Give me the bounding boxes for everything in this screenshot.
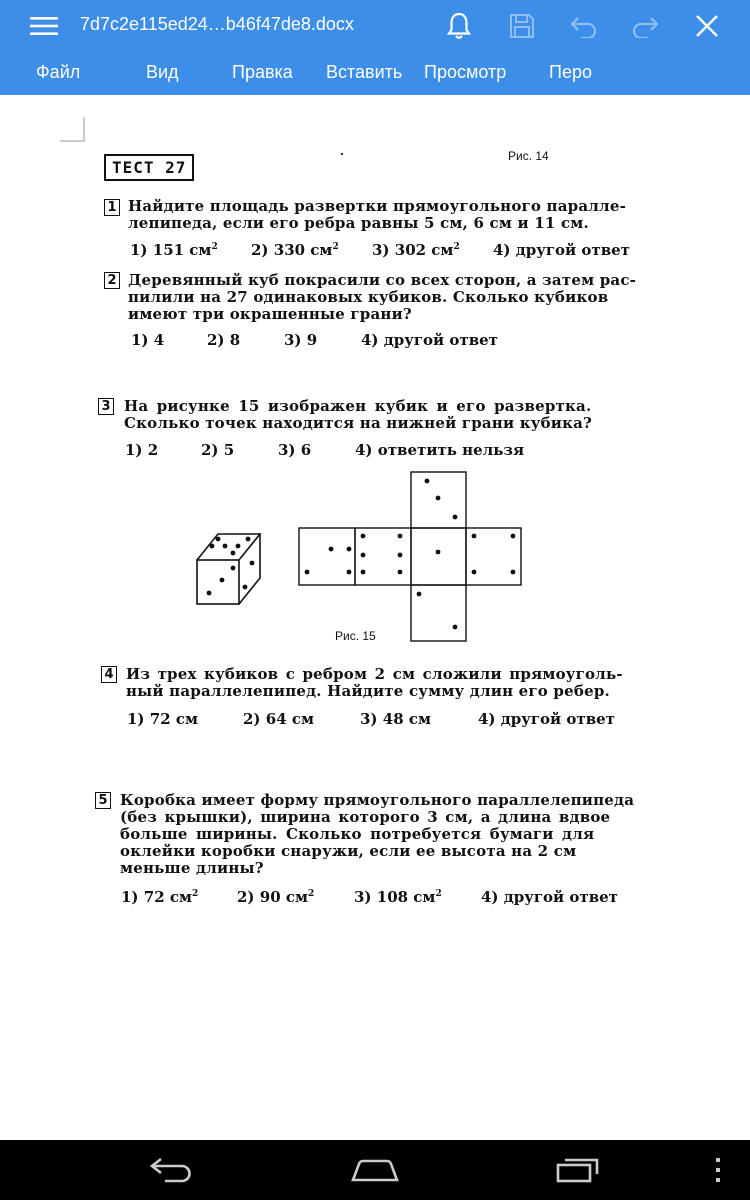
home-icon[interactable] xyxy=(345,1150,405,1190)
question-3-line-2: Сколько точек находится на нижней грани кубика? xyxy=(124,414,593,432)
question-4-number: 4 xyxy=(101,666,117,683)
cube-net-figure xyxy=(295,469,525,649)
question-1-line-2: лепипеда, если его ребра равны 5 см, 6 см и 11 см. xyxy=(128,214,589,232)
question-5-answer-1 xyxy=(121,888,198,906)
question-3-answer-3: 3) 6 xyxy=(278,441,312,459)
menu-pen[interactable]: Перо xyxy=(549,62,592,82)
question-2-number: 2 xyxy=(104,272,120,289)
answer-sup: 2 xyxy=(308,889,315,899)
menu-edit[interactable]: Правка xyxy=(232,62,293,82)
question-3-answer-2: 2) 5 xyxy=(201,441,235,459)
question-5-number: 5 xyxy=(95,792,111,809)
document-page xyxy=(0,95,750,1140)
answer-text: 2) 90 см xyxy=(237,888,309,906)
overflow-menu-icon[interactable] xyxy=(688,1150,748,1190)
question-1-line-1: Найдите площадь развертки прямоугольного паралле- xyxy=(128,197,626,215)
question-3-answer-4: 4) ответить нельзя xyxy=(355,441,525,459)
answer-text: 3) 108 см xyxy=(354,888,436,906)
figure-15-caption: Рис. 15 xyxy=(335,629,376,643)
bell-icon[interactable] xyxy=(441,8,477,44)
close-icon[interactable] xyxy=(689,8,725,44)
menu-insert[interactable]: Вставить xyxy=(326,62,403,82)
question-4-line-2: ный параллелепипед. Найдите сумму длин его ребер. xyxy=(126,682,610,700)
question-3-number: 3 xyxy=(98,398,114,415)
save-icon[interactable] xyxy=(504,8,540,44)
answer-text: 1) 151 см xyxy=(130,241,212,259)
answer-text: 1) 72 см xyxy=(121,888,193,906)
title-bar xyxy=(0,0,750,52)
speck xyxy=(341,153,343,155)
question-5-line-5: меньше длины? xyxy=(120,859,264,877)
question-4-answer-3: 3) 48 см xyxy=(360,710,432,728)
question-5-answer-2 xyxy=(237,888,314,906)
answer-text: 2) 330 см xyxy=(251,241,333,259)
back-icon[interactable] xyxy=(142,1150,202,1190)
hamburger-menu-icon[interactable] xyxy=(26,8,62,44)
document-filename: 7d7c2e115ed24…b46f47de8.docx xyxy=(80,14,354,34)
recent-apps-icon[interactable] xyxy=(548,1150,608,1190)
answer-sup: 2 xyxy=(453,242,460,252)
question-2-answer-4: 4) другой ответ xyxy=(361,331,498,349)
question-1-answer-4: 4) другой ответ xyxy=(493,241,630,259)
question-2-answer-3: 3) 9 xyxy=(284,331,318,349)
question-1-answer-1 xyxy=(130,241,218,259)
question-2-answer-2: 2) 8 xyxy=(207,331,241,349)
answer-text: 3) 302 см xyxy=(372,241,454,259)
question-1-answer-2 xyxy=(251,241,339,259)
app-bar xyxy=(0,0,750,95)
question-5-line-1: Коробка имеет форму прямоугольного параллелепипеда xyxy=(120,791,635,809)
question-3-line-1: На рисунке 15 изображен кубик и его развертка. xyxy=(124,397,592,415)
question-4-answer-2: 2) 64 см xyxy=(243,710,315,728)
answer-sup: 2 xyxy=(435,889,442,899)
page-corner-mark xyxy=(60,117,86,143)
system-navigation-bar xyxy=(0,1140,750,1200)
question-3-answer-1: 1) 2 xyxy=(125,441,159,459)
question-4-answer-1: 1) 72 см xyxy=(127,710,199,728)
question-2-line-3: имеют три окрашенные грани? xyxy=(128,305,412,323)
question-5-line-2: (без крышки), ширина которого 3 см, а длина вдвое xyxy=(120,808,611,826)
menu-file[interactable]: Файл xyxy=(36,62,81,82)
answer-sup: 2 xyxy=(332,242,339,252)
menu-review[interactable]: Просмотр xyxy=(424,62,507,82)
question-5-answer-4: 4) другой ответ xyxy=(481,888,618,906)
die-figure xyxy=(190,525,270,610)
menu-view[interactable]: Вид xyxy=(146,62,179,82)
test-title: ТЕСТ 27 xyxy=(104,154,194,181)
question-5-answer-3 xyxy=(354,888,442,906)
answer-sup: 2 xyxy=(211,242,218,252)
question-4-answer-4: 4) другой ответ xyxy=(478,710,615,728)
question-4-line-1: Из трех кубиков с ребром 2 см сложили прямоуголь- xyxy=(126,665,623,683)
figure-14-caption: Рис. 14 xyxy=(508,149,549,163)
question-2-line-2: пилили на 27 одинаковых кубиков. Сколько кубиков xyxy=(128,288,609,306)
question-5-line-3: больше ширины. Сколько потребуется бумаги для xyxy=(120,825,595,843)
question-2-line-1: Деревянный куб покрасили со всех сторон, а затем рас- xyxy=(128,271,637,289)
redo-icon[interactable] xyxy=(627,8,663,44)
question-2-answer-1: 1) 4 xyxy=(131,331,165,349)
question-5-line-4: оклейки коробки снаружи, если ее высота на 2 см xyxy=(120,842,577,860)
question-1-answer-3 xyxy=(372,241,460,259)
undo-icon[interactable] xyxy=(566,8,602,44)
question-1-number: 1 xyxy=(104,199,120,216)
answer-sup: 2 xyxy=(192,889,199,899)
document-canvas[interactable] xyxy=(0,95,750,1140)
